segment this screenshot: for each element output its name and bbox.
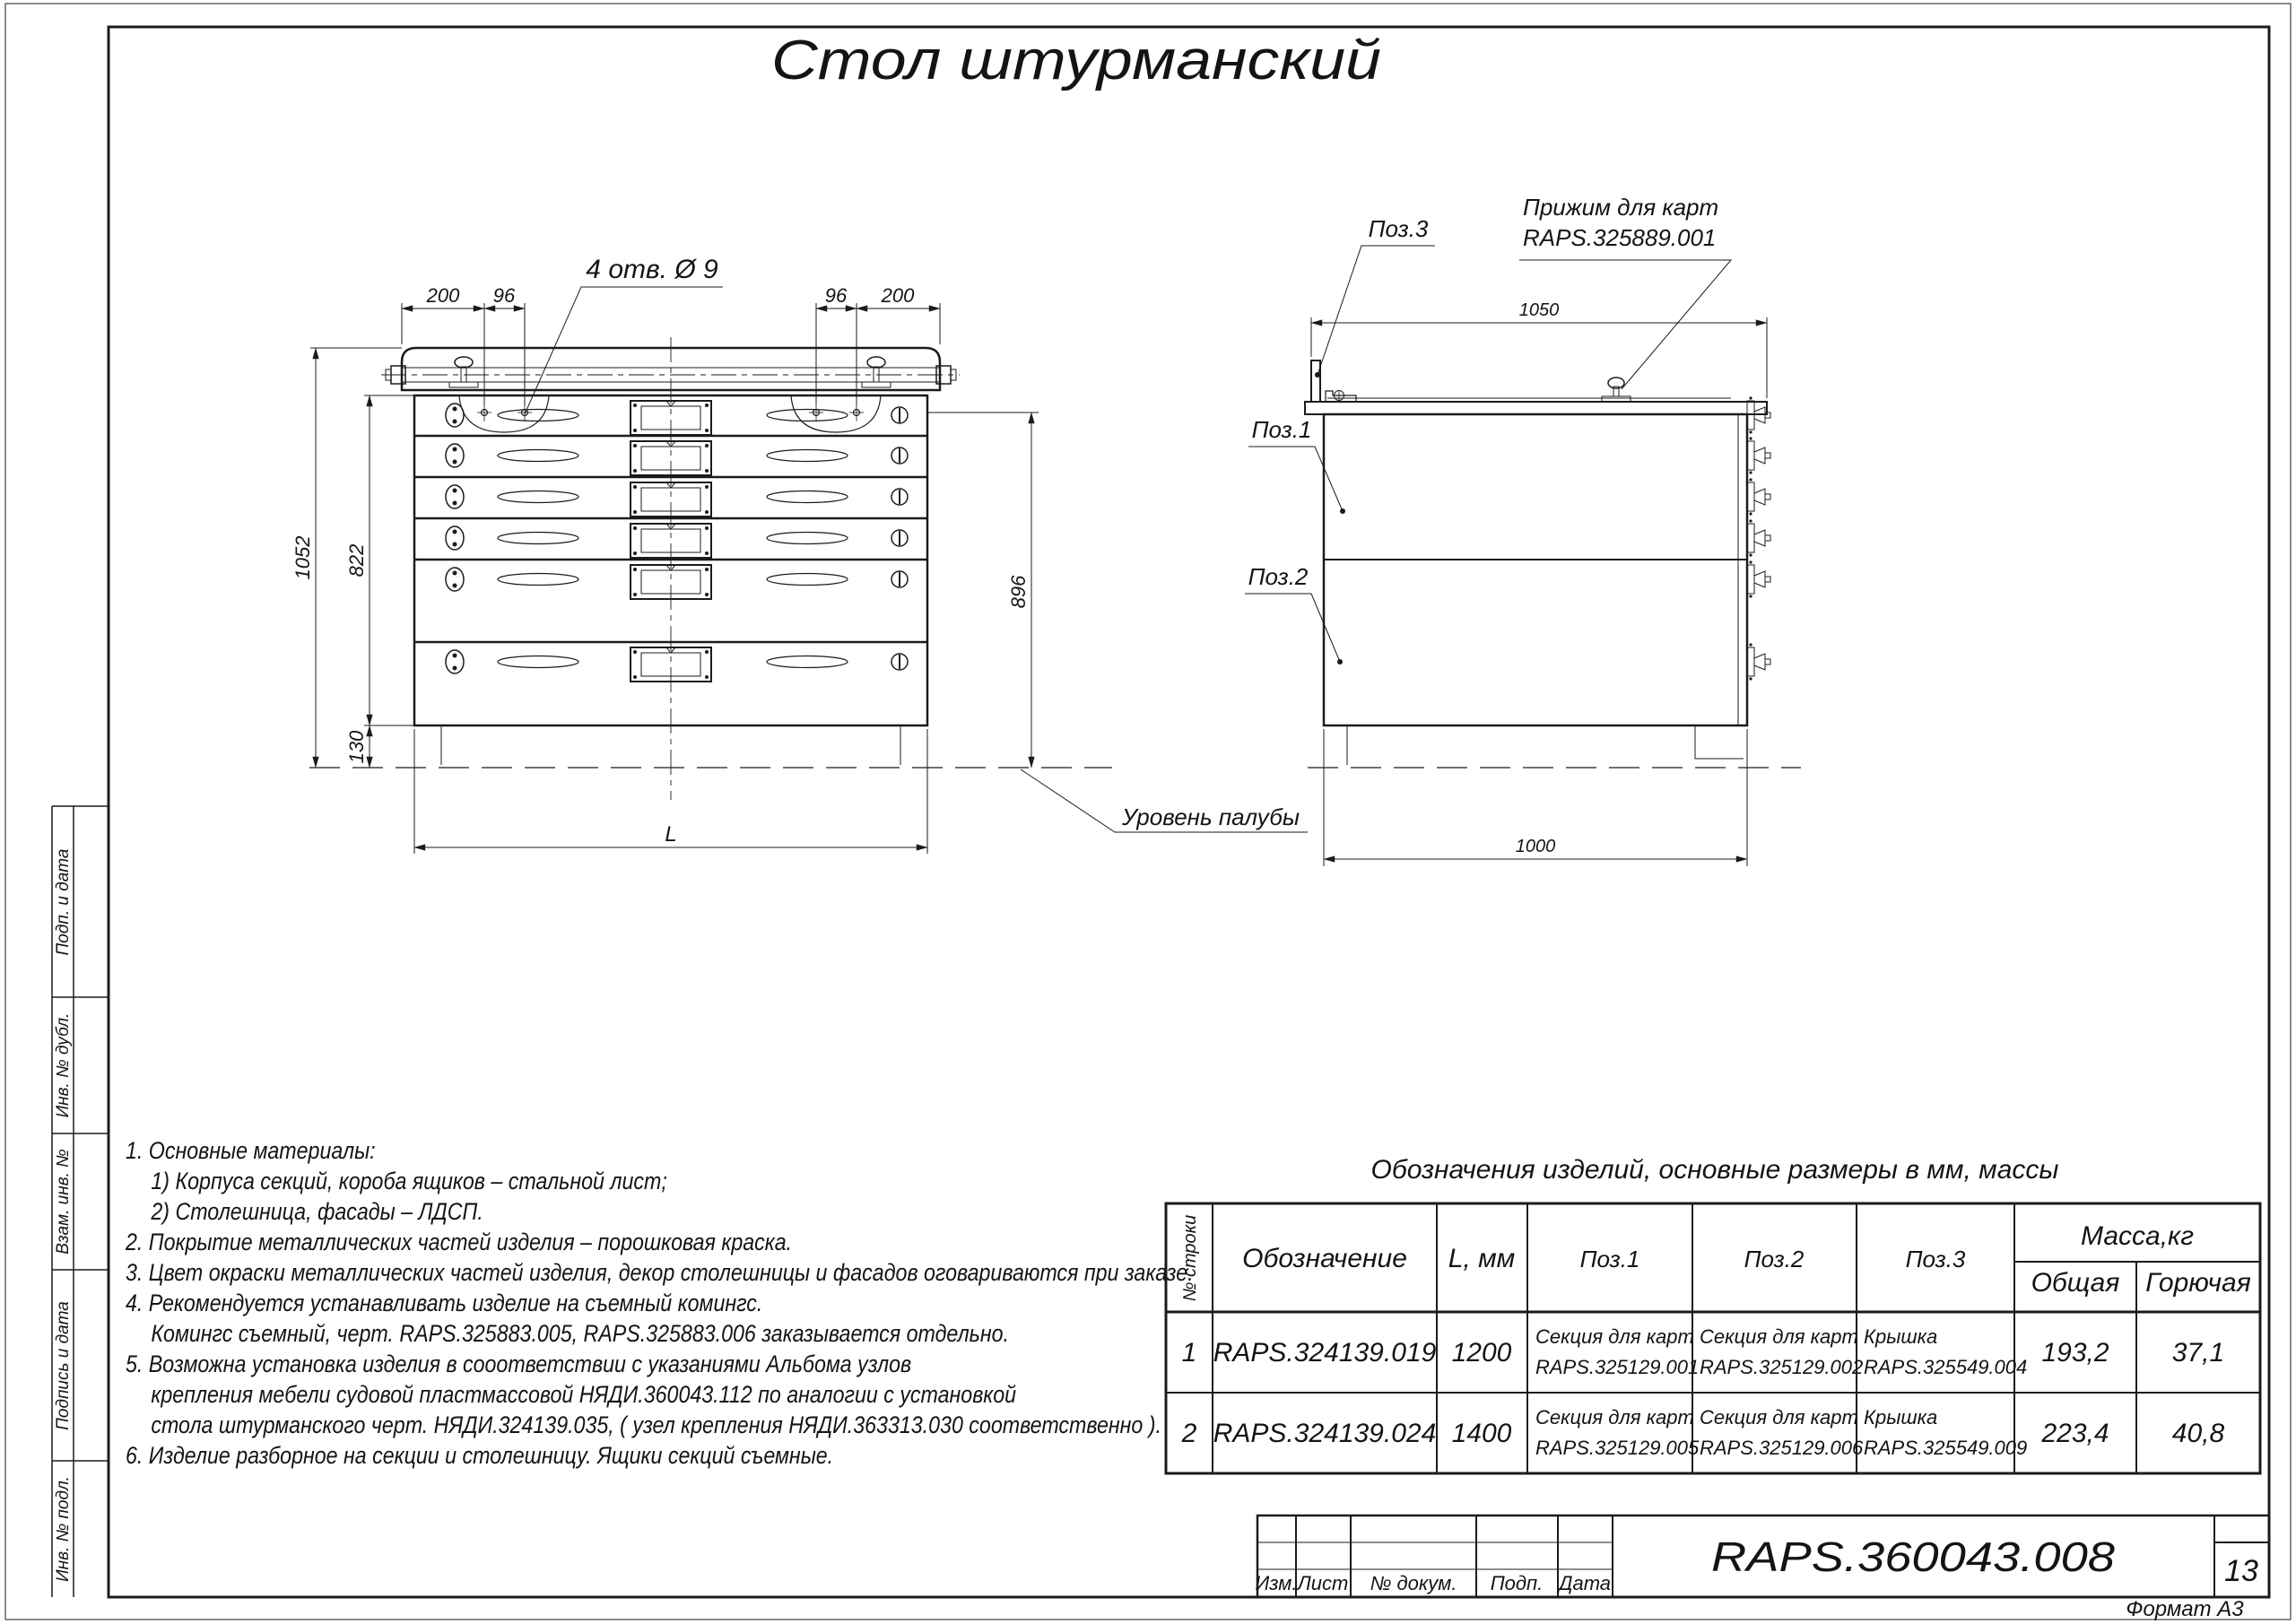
svg-text:Прижим для карт: Прижим для карт bbox=[1523, 194, 1719, 221]
svg-text:Поз.2: Поз.2 bbox=[1248, 563, 1309, 590]
spec-table-row bbox=[1182, 1325, 2225, 1378]
front-view bbox=[309, 337, 1112, 800]
dim-1000: 1000 bbox=[1515, 837, 1556, 856]
note-line: стола штурманского черт. НЯДИ.324139.035, ( узел крепления НЯДИ.363313.030 соответственно ). bbox=[151, 1411, 1161, 1439]
svg-text:RAPS.325129.005: RAPS.325129.005 bbox=[1535, 1437, 1700, 1459]
spec-table-row bbox=[1181, 1406, 2225, 1459]
notes bbox=[125, 1137, 1193, 1469]
dim-length-L: L bbox=[665, 822, 677, 847]
card-clamp-knob-left bbox=[449, 357, 478, 387]
dim-200-right: 200 bbox=[881, 284, 915, 307]
svg-text:RAPS.325129.006: RAPS.325129.006 bbox=[1700, 1437, 1864, 1459]
svg-text:RAPS.325129.002: RAPS.325129.002 bbox=[1700, 1356, 1864, 1378]
stamp-podp-i-data: Подп. и дата bbox=[54, 848, 73, 956]
svg-text:1400: 1400 bbox=[1451, 1419, 1512, 1448]
note-line: 3. Цвет окраски металлических частей изделия, декор столешницы и фасадов оговариваются при заказе. bbox=[126, 1259, 1194, 1287]
svg-text:Крышка: Крышка bbox=[1864, 1406, 1938, 1429]
dim-200-left: 200 bbox=[426, 284, 460, 307]
svg-text:Секция для карт: Секция для карт bbox=[1700, 1406, 1858, 1429]
spec-table-title: Обозначения изделий, основные размеры в мм, массы bbox=[1370, 1155, 2059, 1185]
svg-text:Поз.1: Поз.1 bbox=[1251, 416, 1312, 443]
note-line: крепления мебели судовой пластмассовой НЯДИ.360043.112 по аналогии с установкой bbox=[151, 1381, 1017, 1409]
callout-pos1 bbox=[1248, 416, 1345, 514]
svg-text:1: 1 bbox=[1181, 1338, 1197, 1368]
dim-896: 896 bbox=[1007, 575, 1030, 609]
svg-text:Поз.2: Поз.2 bbox=[1744, 1246, 1805, 1272]
margin-stamps bbox=[52, 806, 109, 1597]
callout-pos3 bbox=[1315, 215, 1435, 378]
svg-text:Обозначение: Обозначение bbox=[1242, 1244, 1407, 1273]
svg-text:RAPS.325549.004: RAPS.325549.004 bbox=[1864, 1356, 2028, 1378]
svg-text:Поз.3: Поз.3 bbox=[1905, 1246, 1966, 1272]
stamp-podpis-i-data: Подпись и дата bbox=[54, 1301, 73, 1430]
card-clamp-knob-right bbox=[862, 357, 891, 387]
stamp-inv-podl: Инв. № подл. bbox=[54, 1476, 73, 1582]
spec-table-header bbox=[1180, 1215, 2251, 1301]
title-block-col-izm: Изм. bbox=[1255, 1572, 1298, 1594]
dim-96-left: 96 bbox=[492, 284, 516, 307]
title-block-col-data: Дата bbox=[1558, 1572, 1612, 1594]
svg-text:RAPS.325549.009: RAPS.325549.009 bbox=[1864, 1437, 2028, 1459]
svg-text:Масса,кг: Масса,кг bbox=[2081, 1221, 2194, 1251]
dim-822: 822 bbox=[345, 543, 368, 578]
note-line: 4. Рекомендуется устанавливать изделие на съемный комингс. bbox=[126, 1290, 763, 1317]
svg-text:37,1: 37,1 bbox=[2171, 1338, 2225, 1368]
svg-text:Крышка: Крышка bbox=[1864, 1325, 1938, 1348]
title-block-col-list: Лист bbox=[1297, 1572, 1349, 1594]
svg-text:RAPS.324139.019: RAPS.324139.019 bbox=[1213, 1338, 1437, 1368]
format-label: Формат А3 bbox=[2126, 1597, 2244, 1621]
callout-clamp bbox=[1519, 194, 1731, 389]
holes-note: 4 отв. Ø 9 bbox=[586, 255, 718, 284]
note-line: Комингс съемный, черт. RAPS.325883.005, RAPS.325883.006 заказывается отдельно. bbox=[151, 1320, 1010, 1348]
svg-text:Секция для карт: Секция для карт bbox=[1535, 1325, 1694, 1348]
note-line: 1. Основные материалы: bbox=[126, 1137, 376, 1165]
svg-text:RAPS.325889.001: RAPS.325889.001 bbox=[1523, 224, 1717, 251]
svg-text:Горючая: Горючая bbox=[2145, 1268, 2251, 1298]
dim-130: 130 bbox=[345, 730, 368, 764]
dim-96-right: 96 bbox=[824, 284, 848, 307]
spec-table bbox=[1166, 1155, 2260, 1473]
svg-text:Поз.1: Поз.1 bbox=[1579, 1246, 1640, 1272]
svg-text:2: 2 bbox=[1181, 1419, 1197, 1448]
svg-text:№ строки: № строки bbox=[1180, 1214, 1200, 1302]
dim-1050: 1050 bbox=[1518, 300, 1560, 320]
svg-text:Общая: Общая bbox=[2031, 1268, 2120, 1298]
rear-plate bbox=[1311, 360, 1320, 402]
sheet-number: 13 bbox=[2224, 1554, 2258, 1588]
svg-text:223,4: 223,4 bbox=[2041, 1419, 2109, 1448]
front-view-dimensions bbox=[291, 255, 1308, 854]
svg-text:193,2: 193,2 bbox=[2041, 1338, 2109, 1368]
title-block-col-podp: Подп. bbox=[1490, 1572, 1544, 1594]
svg-text:Секция для карт: Секция для карт bbox=[1535, 1406, 1694, 1429]
page-title: Стол штурманский bbox=[771, 30, 1381, 91]
svg-text:L, мм: L, мм bbox=[1448, 1244, 1516, 1273]
title-block-col-doc: № докум. bbox=[1370, 1572, 1457, 1594]
svg-text:40,8: 40,8 bbox=[2171, 1419, 2225, 1448]
note-line: 6. Изделие разборное на секции и столешницу. Ящики секций съемные. bbox=[126, 1442, 834, 1470]
deck-level-label: Уровень палубы bbox=[1121, 803, 1300, 830]
stamp-inv-dubl: Инв. № дубл. bbox=[54, 1012, 73, 1118]
drawer-stack bbox=[414, 395, 927, 725]
svg-text:Секция для карт: Секция для карт bbox=[1700, 1325, 1858, 1348]
callout-pos2 bbox=[1245, 563, 1343, 664]
svg-text:RAPS.324139.024: RAPS.324139.024 bbox=[1213, 1419, 1437, 1448]
document-designation: RAPS.360043.008 bbox=[1711, 1533, 2116, 1580]
stamp-vzam-inv: Взам. инв. № bbox=[54, 1149, 73, 1255]
note-line: 2. Покрытие металлических частей изделия – порошковая краска. bbox=[126, 1229, 793, 1256]
note-line: 5. Возможна установка изделия в сооответствии с указаниями Альбома узлов bbox=[126, 1350, 912, 1378]
svg-text:1200: 1200 bbox=[1451, 1338, 1512, 1368]
title-block bbox=[1256, 1515, 2269, 1597]
svg-text:RAPS.325129.001: RAPS.325129.001 bbox=[1535, 1356, 1700, 1378]
note-line: 2) Столешница, фасады – ЛДСП. bbox=[151, 1198, 483, 1226]
dim-1052: 1052 bbox=[291, 535, 314, 580]
side-view bbox=[1305, 360, 1801, 768]
note-line: 1) Корпуса секций, короба ящиков – стальной лист; bbox=[151, 1168, 667, 1195]
svg-text:Поз.3: Поз.3 bbox=[1368, 215, 1429, 242]
